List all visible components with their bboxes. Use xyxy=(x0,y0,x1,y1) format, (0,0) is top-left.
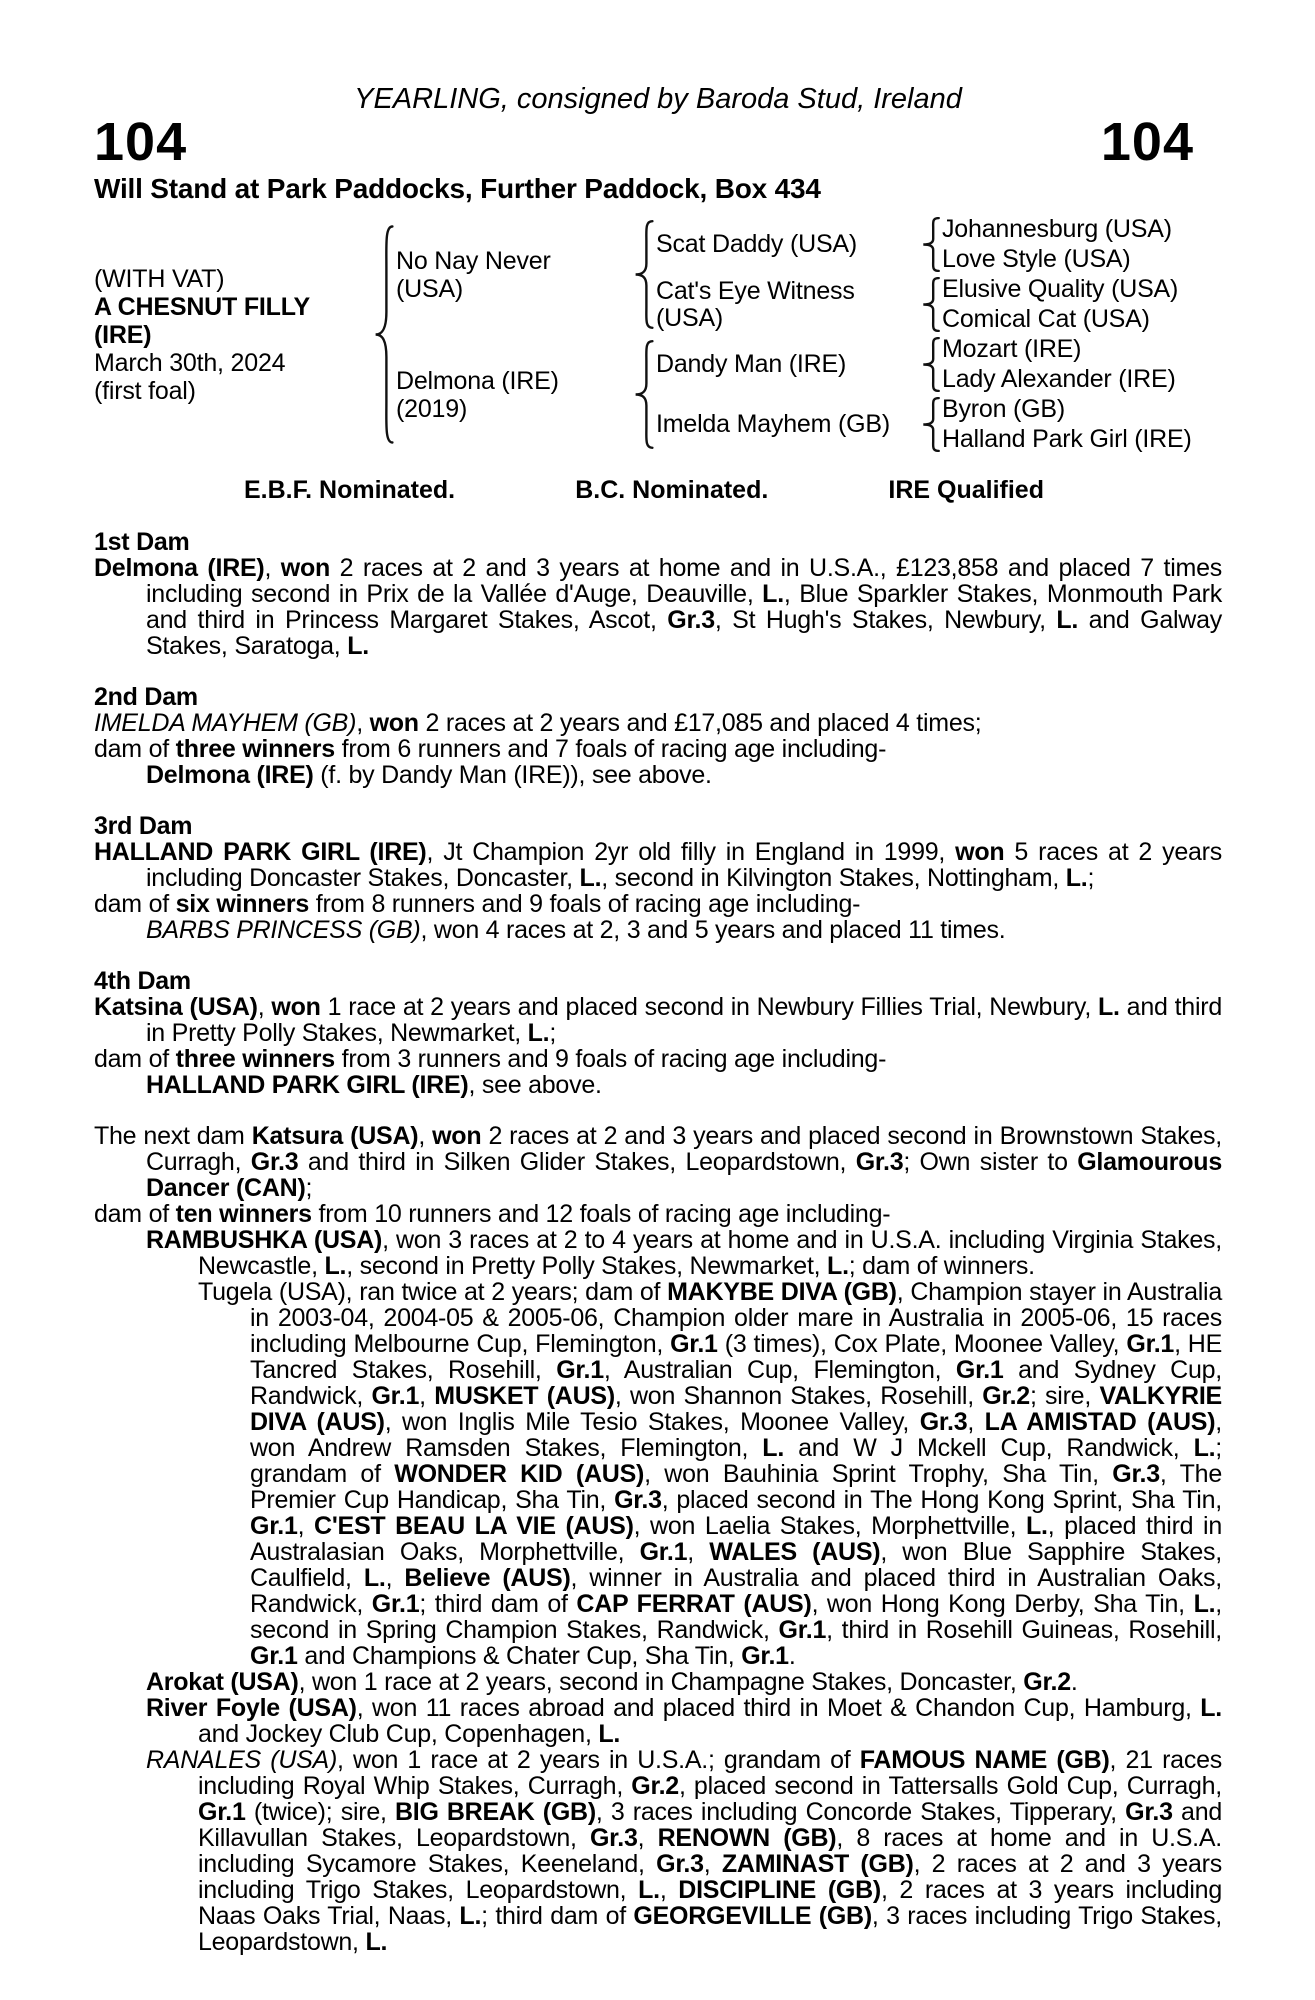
text-run: L. xyxy=(459,1902,482,1930)
text-run: , won Shannon Stakes, Rosehill, xyxy=(614,1382,983,1410)
text-run: , Australian Cup, Flemington, xyxy=(603,1356,956,1384)
text-run: L. xyxy=(324,1252,347,1280)
text-run: Gr.1 xyxy=(250,1512,298,1540)
text-run: LA AMISTAD (AUS) xyxy=(984,1408,1216,1436)
text-run: L. xyxy=(1193,1590,1216,1618)
lot-number-left: 104 xyxy=(94,112,188,172)
sire-name-line2: (USA) xyxy=(396,274,464,303)
text-run: , Champion stayer in Australia in 2003-04, 2004-05 & 2005-06, Champion older mare in Australia in 2005-06, 15 races including Melbourne Cup, Flemington, xyxy=(250,1278,1229,1358)
granddam-label: Imelda Mayhem (GB) xyxy=(656,410,890,438)
text-run: IMELDA MAYHEM (GB) xyxy=(94,709,357,737)
text-run: The next dam xyxy=(94,1122,252,1150)
grandsire-label: Dandy Man (IRE) xyxy=(656,350,847,378)
text-run: Gr.2 xyxy=(982,1382,1030,1410)
text-run: , see above. xyxy=(468,1071,602,1099)
pedigree-paragraph xyxy=(94,762,1222,788)
text-run: ; xyxy=(1087,864,1095,892)
text-run: and Jockey Club Cup, Copenhagen, xyxy=(198,1694,1229,1748)
text-run: Gr.3 xyxy=(614,1486,662,1514)
text-run: won xyxy=(280,554,331,582)
pedigree-paragraph xyxy=(94,993,1229,1047)
dam-name-line1: Delmona (IRE) xyxy=(396,366,559,395)
text-run: , won 4 races at 2, 3 and 5 years and placed 11 times. xyxy=(420,916,1006,944)
text-run: , third in Rosehill Guineas, Rosehill, xyxy=(826,1616,1229,1644)
text-run: L. xyxy=(1025,1512,1048,1540)
text-run: , xyxy=(418,1122,433,1150)
text-run: Gr.2 xyxy=(631,1772,679,1800)
great-grandparent-name: Halland Park Girl (IRE) xyxy=(942,425,1192,453)
text-run: Believe (AUS) xyxy=(404,1564,571,1592)
text-run: , xyxy=(687,1538,710,1566)
text-run: won xyxy=(955,838,1005,866)
text-run: and Killavullan Stakes, Leopardstown, xyxy=(198,1798,1229,1852)
text-run: L. xyxy=(347,632,369,660)
granddam-name xyxy=(656,396,920,453)
grandsire-label: Scat Daddy (USA) xyxy=(656,230,858,258)
pedigree-paragraph xyxy=(94,736,1222,762)
horse-country-suffix: (IRE) xyxy=(94,320,152,349)
text-run: , won Laelia Stakes, Morphettville, xyxy=(633,1512,1026,1540)
text-run: , 3 races including Concorde Stakes, Tipperary, xyxy=(595,1798,1126,1826)
text-run: won xyxy=(369,709,419,737)
great-grandparent-name: Byron (GB) xyxy=(942,395,1066,423)
text-run: , xyxy=(356,709,370,737)
text-run: , won 1 race at 2 years, second in Champagne Stakes, Doncaster, xyxy=(298,1668,1024,1696)
text-run: ; dam of winners. xyxy=(848,1252,1035,1280)
text-run: RANALES (USA) xyxy=(146,1746,338,1774)
text-run: ten winners xyxy=(175,1200,312,1228)
text-run: Gr.1 xyxy=(670,1330,718,1358)
curly-brace-icon xyxy=(920,276,942,333)
text-run: ; third dam of xyxy=(481,1902,634,1930)
dam-section-heading: 3rd Dam xyxy=(94,812,193,840)
granddam-label: Cat's Eye Witness (USA) xyxy=(656,276,855,332)
text-run: from 8 runners and 9 foals of racing age including- xyxy=(309,890,861,918)
text-run: and third in Pretty Polly Stakes, Newmarket, xyxy=(146,993,1229,1047)
text-run: , HE Tancred Stakes, Rosehill, xyxy=(250,1330,1229,1384)
text-run: FAMOUS NAME (GB) xyxy=(859,1746,1110,1774)
vat-note: (WITH VAT) xyxy=(94,264,225,293)
lot-number-right: 104 xyxy=(1100,112,1194,172)
pedigree-table xyxy=(94,216,1222,453)
dam-name xyxy=(396,336,632,453)
foal-note: (first foal) xyxy=(94,376,196,405)
ire-qualified: IRE Qualified xyxy=(888,476,1044,504)
text-run: ; sire, xyxy=(1029,1382,1100,1410)
pedigree-paragraph xyxy=(94,891,1222,917)
text-run: ; xyxy=(305,1174,313,1202)
pedigree-paragraph xyxy=(94,1046,1222,1072)
dam-section xyxy=(94,528,1229,660)
text-run: Gr.1 xyxy=(371,1590,420,1618)
curly-brace-icon xyxy=(920,336,942,393)
text-run: Gr.1 xyxy=(955,1356,1004,1384)
text-run: dam of xyxy=(94,1045,176,1073)
text-run: MAKYBE DIVA (GB) xyxy=(667,1278,897,1306)
text-run: L. xyxy=(762,1434,785,1462)
text-run: RENOWN (GB) xyxy=(657,1824,837,1852)
text-run: , placed second in The Hong Kong Sprint, Sha Tin, xyxy=(661,1486,1229,1514)
text-run: WONDER KID (AUS) xyxy=(394,1460,645,1488)
text-run: RAMBUSHKA (USA) xyxy=(146,1226,383,1254)
dam-section xyxy=(94,1122,1229,1956)
curly-brace-icon xyxy=(920,216,942,273)
text-run: Gr.3 xyxy=(250,1148,299,1176)
text-run: , won Andrew Ramsden Stakes, Flemington, xyxy=(250,1408,1229,1462)
dam-section-heading: 4th Dam xyxy=(94,967,191,995)
dam-section-heading: 1st Dam xyxy=(94,528,190,556)
text-run: Gr.3 xyxy=(656,1850,704,1878)
bc-nomination: B.C. Nominated. xyxy=(575,476,769,504)
text-run: , xyxy=(659,1876,679,1904)
text-run: three winners xyxy=(175,735,335,763)
pedigree-paragraph xyxy=(94,1669,1222,1695)
text-run: , 2 races at 2 and 3 years including Trigo Stakes, Leopardstown, xyxy=(198,1850,1229,1904)
text-run: Delmona (IRE) xyxy=(146,761,314,789)
text-run: L. xyxy=(579,864,602,892)
text-run: . xyxy=(788,1642,796,1670)
text-run: Gr.3 xyxy=(919,1408,968,1436)
text-run: dam of xyxy=(94,735,176,763)
great-grandparent-name: Mozart (IRE) xyxy=(942,335,1082,363)
text-run: Gr.1 xyxy=(1126,1330,1175,1358)
horse-description xyxy=(94,216,372,453)
text-run: L. xyxy=(1200,1694,1222,1722)
dam-section-heading: 2nd Dam xyxy=(94,683,198,711)
text-run: , second in Kilvington Stakes, Nottingham, xyxy=(601,864,1066,892)
text-run: L. xyxy=(1098,993,1120,1021)
text-run: Gr.3 xyxy=(1112,1460,1160,1488)
pedigree-paragraph xyxy=(94,1694,1229,1748)
text-run: , placed second in Tattersalls Gold Cup, Curragh, xyxy=(678,1772,1229,1800)
foaling-date: March 30th, 2024 xyxy=(94,348,286,377)
lot-number-row xyxy=(94,112,1222,172)
text-run: Gr.1 xyxy=(556,1356,604,1384)
text-run: from 3 runners and 9 foals of racing age including- xyxy=(334,1045,887,1073)
text-run: , second in Pretty Polly Stakes, Newmarket, xyxy=(346,1252,828,1280)
text-run: L. xyxy=(827,1252,849,1280)
curly-brace-icon xyxy=(920,396,942,453)
dam-name-line2: (2019) xyxy=(396,394,468,423)
text-run: VALKYRIE DIVA (AUS) xyxy=(250,1382,1229,1436)
text-run: Gr.1 xyxy=(198,1798,246,1826)
text-run: six winners xyxy=(175,890,310,918)
great-grandparent-name: Lady Alexander (IRE) xyxy=(942,365,1176,393)
great-grandparent-name: Elusive Quality (USA) xyxy=(942,275,1179,303)
dam-section xyxy=(94,812,1229,944)
text-run: and W J Mckell Cup, Randwick, xyxy=(784,1434,1194,1462)
text-run: Katsura (USA) xyxy=(251,1122,419,1150)
text-run: BIG BREAK (GB) xyxy=(394,1798,596,1826)
text-run: L. xyxy=(363,1564,386,1592)
text-run: , won 3 races at 2 to 4 years at home and in U.S.A. including Virginia Stakes, Newcastle, xyxy=(198,1226,1229,1280)
text-run: Gr.3 xyxy=(855,1148,904,1176)
text-run: (3 times), Cox Plate, Moonee Valley, xyxy=(717,1330,1127,1358)
pedigree-paragraph xyxy=(94,1746,1229,1956)
pedigree-paragraph xyxy=(94,1072,1222,1098)
text-run: , 2 races at 3 years including Naas Oaks Trial, Naas, xyxy=(198,1876,1229,1930)
text-run: Delmona (IRE) xyxy=(94,554,265,582)
text-run: , Blue Sparkler Stakes, Monmouth Park and third in Princess Margaret Stakes, Ascot, xyxy=(146,580,1229,634)
text-run: ; third dam of xyxy=(419,1590,577,1618)
text-run: 2 races at 2 years and £17,085 and placed 4 times; xyxy=(418,709,982,737)
curly-brace-icon xyxy=(632,336,656,453)
text-run: HALLAND PARK GIRL (IRE) xyxy=(94,838,427,866)
text-run: Gr.3 xyxy=(1125,1798,1173,1826)
text-run: Gr.1 xyxy=(778,1616,827,1644)
text-run: L. xyxy=(598,1720,621,1748)
pedigree-paragraph xyxy=(94,1226,1229,1280)
text-run: Katsina (USA) xyxy=(94,993,258,1021)
text-run: L. xyxy=(762,580,784,608)
text-run: CAP FERRAT (AUS) xyxy=(576,1590,812,1618)
text-run: . xyxy=(1070,1668,1078,1696)
text-run: , won Inglis Mile Tesio Stakes, Moonee Valley, xyxy=(384,1408,920,1436)
text-run: 2 races at 2 and 3 years at home and in U.S.A., £123,858 and placed 7 times including second in Prix de la Vallée d'Auge, Deauville, xyxy=(146,554,1229,608)
text-run: 5 races at 2 years including Doncaster Stakes, Doncaster, xyxy=(146,838,1229,892)
text-run: Gr.3 xyxy=(667,606,715,634)
text-run: and third in Silken Glider Stakes, Leopardstown, xyxy=(298,1148,856,1176)
curly-brace-icon xyxy=(632,216,656,333)
text-run: , second in Spring Champion Stakes, Randwick, xyxy=(250,1590,1229,1644)
text-run: Arokat (USA) xyxy=(146,1668,299,1696)
text-run: L. xyxy=(1193,1434,1216,1462)
pedigree-paragraph xyxy=(94,917,1222,943)
granddam-name xyxy=(656,276,920,333)
text-run: , xyxy=(703,1850,722,1878)
grandsire-name xyxy=(656,336,920,393)
sire-name xyxy=(396,216,632,333)
text-run: and Galway Stakes, Saratoga, xyxy=(146,606,1229,660)
text-run: BARBS PRINCESS (GB) xyxy=(146,916,421,944)
text-run: L. xyxy=(527,1019,550,1047)
text-run: dam of xyxy=(94,1200,176,1228)
text-run: Gr.2 xyxy=(1023,1668,1071,1696)
text-run: Gr.1 xyxy=(639,1538,688,1566)
text-run: Gr.1 xyxy=(371,1382,420,1410)
text-run: (f. by Dandy Man (IRE)), see above. xyxy=(313,761,712,789)
dam-sections xyxy=(94,528,1229,1956)
text-run: from 10 runners and 12 foals of racing age including- xyxy=(311,1200,891,1228)
text-run: and Sydney Cup, Randwick, xyxy=(250,1356,1229,1410)
text-run: , 8 races at home and in U.S.A. including Sycamore Stakes, Keeneland, xyxy=(198,1824,1229,1878)
text-run: ; Own sister to xyxy=(903,1148,1078,1176)
text-run: ZAMINAST (GB) xyxy=(721,1850,914,1878)
dam-section xyxy=(94,684,1222,788)
text-run: from 6 runners and 7 foals of racing age including- xyxy=(334,735,887,763)
curly-brace-icon xyxy=(372,216,396,453)
text-run: , 3 races including Trigo Stakes, Leopardstown, xyxy=(198,1902,1229,1956)
text-run: HALLAND PARK GIRL (IRE) xyxy=(146,1071,469,1099)
pedigree-paragraph xyxy=(94,1122,1229,1202)
text-run: Gr.1 xyxy=(250,1642,298,1670)
great-grandparent-name: Comical Cat (USA) xyxy=(942,305,1150,333)
text-run: , xyxy=(967,1408,985,1436)
text-run: , xyxy=(297,1512,315,1540)
pedigree-paragraph xyxy=(94,1201,1222,1227)
text-run: , won Hong Kong Derby, Sha Tin, xyxy=(811,1590,1194,1618)
text-run: , placed third in Australasian Oaks, Morphettville, xyxy=(250,1512,1228,1566)
pedigree-paragraph xyxy=(94,710,1222,736)
text-run: , xyxy=(385,1564,405,1592)
ebf-nomination: E.B.F. Nominated. xyxy=(244,476,456,504)
great-grandparent-name: Love Style (USA) xyxy=(942,245,1131,273)
text-run: , won 1 race at 2 years in U.S.A.; grandam of xyxy=(337,1746,860,1774)
text-run: L. xyxy=(638,1876,660,1904)
text-run: MUSKET (AUS) xyxy=(434,1382,615,1410)
text-run: , xyxy=(257,993,272,1021)
text-run: 1 race at 2 years and placed second in Newbury Fillies Trial, Newbury, xyxy=(320,993,1098,1021)
nominations-row xyxy=(94,477,1222,504)
text-run: , won Blue Sapphire Stakes, Caulfield, xyxy=(250,1538,1229,1592)
text-run: ; grandam of xyxy=(250,1434,1229,1488)
text-run: (twice); sire, xyxy=(245,1798,395,1826)
text-run: , 21 races including Royal Whip Stakes, Curragh, xyxy=(198,1746,1229,1800)
grandsire-name xyxy=(656,216,920,273)
text-run: , The Premier Cup Handicap, Sha Tin, xyxy=(250,1460,1229,1514)
text-run: , Jt Champion 2yr old filly in England in 1999, xyxy=(426,838,956,866)
text-run: three winners xyxy=(175,1045,335,1073)
text-run: , xyxy=(264,554,281,582)
text-run: L. xyxy=(365,1928,388,1956)
text-run: C'EST BEAU LA VIE (AUS) xyxy=(314,1512,634,1540)
text-run: L. xyxy=(1065,864,1088,892)
text-run: WALES (AUS) xyxy=(709,1538,881,1566)
text-run: dam of xyxy=(94,890,176,918)
pedigree-paragraph xyxy=(94,554,1229,660)
text-run: won xyxy=(271,993,321,1021)
consignment-line: YEARLING, consigned by Baroda Stud, Ireland xyxy=(354,83,962,115)
text-run: , won 11 races abroad and placed third in Moet & Chandon Cup, Hamburg, xyxy=(356,1694,1201,1722)
text-run: ; xyxy=(549,1019,557,1047)
text-run: and Champions & Chater Cup, Sha Tin, xyxy=(297,1642,742,1670)
text-run: , St Hugh's Stakes, Newbury, xyxy=(714,606,1057,634)
text-run: DISCIPLINE (GB) xyxy=(678,1876,881,1904)
great-grandparent-name: Johannesburg (USA) xyxy=(942,215,1172,243)
text-run: L. xyxy=(1056,606,1079,634)
dam-section xyxy=(94,967,1229,1099)
text-run: Gr.3 xyxy=(589,1824,638,1852)
pedigree-paragraph xyxy=(94,1278,1229,1670)
text-run: River Foyle (USA) xyxy=(146,1694,357,1722)
stand-location-line: Will Stand at Park Paddocks, Further Paddock, Box 434 xyxy=(94,173,821,204)
text-run: , won Bauhinia Sprint Trophy, Sha Tin, xyxy=(644,1460,1113,1488)
text-run: Tugela (USA), ran twice at 2 years; dam of xyxy=(198,1278,668,1306)
horse-name: A CHESNUT FILLY xyxy=(94,292,310,321)
text-run: won xyxy=(432,1122,482,1150)
text-run: Gr.1 xyxy=(741,1642,789,1670)
text-run: Glamourous Dancer (CAN) xyxy=(146,1148,1229,1202)
text-run: 2 races at 2 and 3 years and placed second in Brownstown Stakes, Curragh, xyxy=(146,1122,1229,1176)
text-run: , xyxy=(637,1824,658,1852)
text-run: , xyxy=(419,1382,435,1410)
pedigree-paragraph xyxy=(94,838,1229,892)
text-run: , winner in Australia and placed third in Australian Oaks, Randwick, xyxy=(250,1564,1229,1618)
text-run: GEORGEVILLE (GB) xyxy=(633,1902,872,1930)
sire-name-line1: No Nay Never xyxy=(396,246,551,275)
